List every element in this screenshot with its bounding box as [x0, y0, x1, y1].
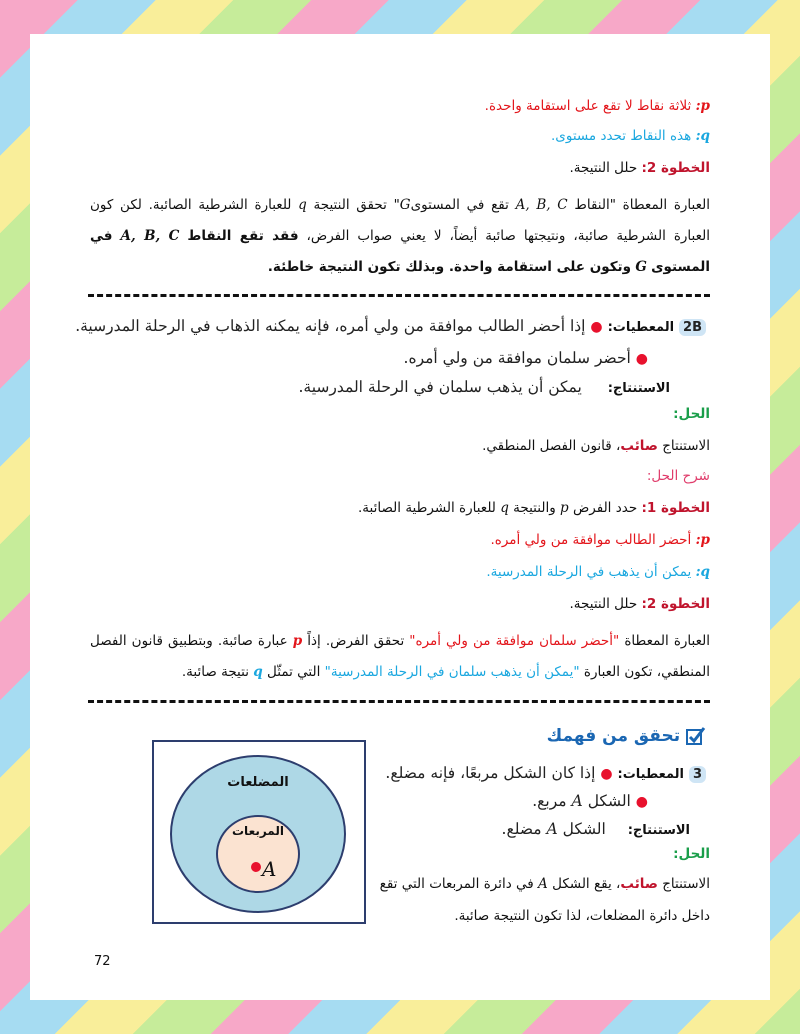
example-2b-conclusion: الاستنتاج: يمكن أن يذهب سلمان في الرحلة المدرسية.: [298, 378, 670, 396]
point-a-dot: [251, 862, 261, 872]
example-2b-given1: 2B المعطيات: ● إذا أحضر الطالب موافقة من ولي أمره، فإنه يمكنه الذهاب في الرحلة المدرسية.: [75, 317, 706, 335]
conclusion-q-line: q: هذه النقاط تحدد مستوى.: [550, 128, 710, 144]
solution-heading: الحل:: [673, 406, 710, 422]
squares-label: المربعات: [232, 824, 284, 838]
analysis-paragraph-2: العبارة المعطاة "أحضر سلمان موافقة من ولي أمره" تحقق الفرض. إذاً p عبارة صائبة. وبتطبيق قانون الفصل المنطقي، تكون العبارة "يمكن أن يذهب سلمان في الرحلة المدرسية" التي تمثّل q نتيجة صائبة.: [90, 633, 710, 680]
conclusion-q-line-2: q: يمكن أن يذهب في الرحلة المدرسية.: [486, 564, 710, 580]
page: [30, 34, 770, 1000]
checkbox-icon: [686, 726, 706, 746]
check-solution-line2: داخل دائرة المضلعات، لذا تكون النتيجة صائبة.: [454, 908, 710, 924]
step2-heading: الخطوة 2: حلل النتيجة.: [569, 160, 710, 176]
premise-p-line: p: ثلاثة نقاط لا تقع على استقامة واحدة.: [484, 98, 710, 114]
dashed-divider: [88, 294, 710, 297]
check-understanding-title: تحقق من فهمك: [547, 726, 706, 746]
step2-heading-2: الخطوة 2: حلل النتيجة.: [569, 596, 710, 612]
check-given1: 3 المعطيات: ● إذا كان الشكل مربعًا، فإنه مضلع.: [385, 764, 706, 782]
check-solution-heading: الحل:: [673, 846, 710, 862]
bullet-icon: ●: [590, 319, 603, 335]
step1-line: الخطوة 1: حدد الفرض p والنتيجة q للعبارة الشرطية الصائبة.: [357, 500, 710, 516]
premise-p-line-2: p: أحضر الطالب موافقة من ولي أمره.: [490, 532, 710, 548]
bullet-icon: ●: [600, 766, 613, 782]
bullet-icon: ●: [635, 794, 648, 810]
check-solution-line1: الاستنتاج صائب، يقع الشكل A في دائرة المربعات التي تقع: [379, 876, 710, 892]
example-2b-given2: ● أحضر سلمان موافقة من ولي أمره.: [403, 349, 648, 367]
venn-diagram: [152, 740, 366, 924]
polygons-label: المضلعات: [227, 775, 289, 790]
check-given2: ● الشكل A مربع.: [532, 792, 648, 810]
explain-heading: شرح الحل:: [646, 468, 710, 484]
point-a-label: A: [262, 857, 277, 881]
dashed-divider: [88, 700, 710, 703]
solution-result: الاستنتاج صائب، قانون الفصل المنطقي.: [482, 438, 710, 454]
check-conclusion: الاستنتاج: الشكل A مضلع.: [501, 820, 690, 838]
bullet-icon: ●: [635, 351, 648, 367]
page-number: 72: [94, 954, 111, 969]
analysis-paragraph: العبارة المعطاة "النقاط A, B, C تقع في المستوىG" تحقق النتيجة q للعبارة الشرطية الصائبة. لكن كون العبارة الشرطية صائبة، ونتيجتها صائبة أيضاً، لا يعني صواب الفرض، فقد تقع النقاط A, B, C في المستوى G وتكون على استقامة واحدة. وبذلك تكون النتيجة خاطئة.: [90, 197, 711, 275]
